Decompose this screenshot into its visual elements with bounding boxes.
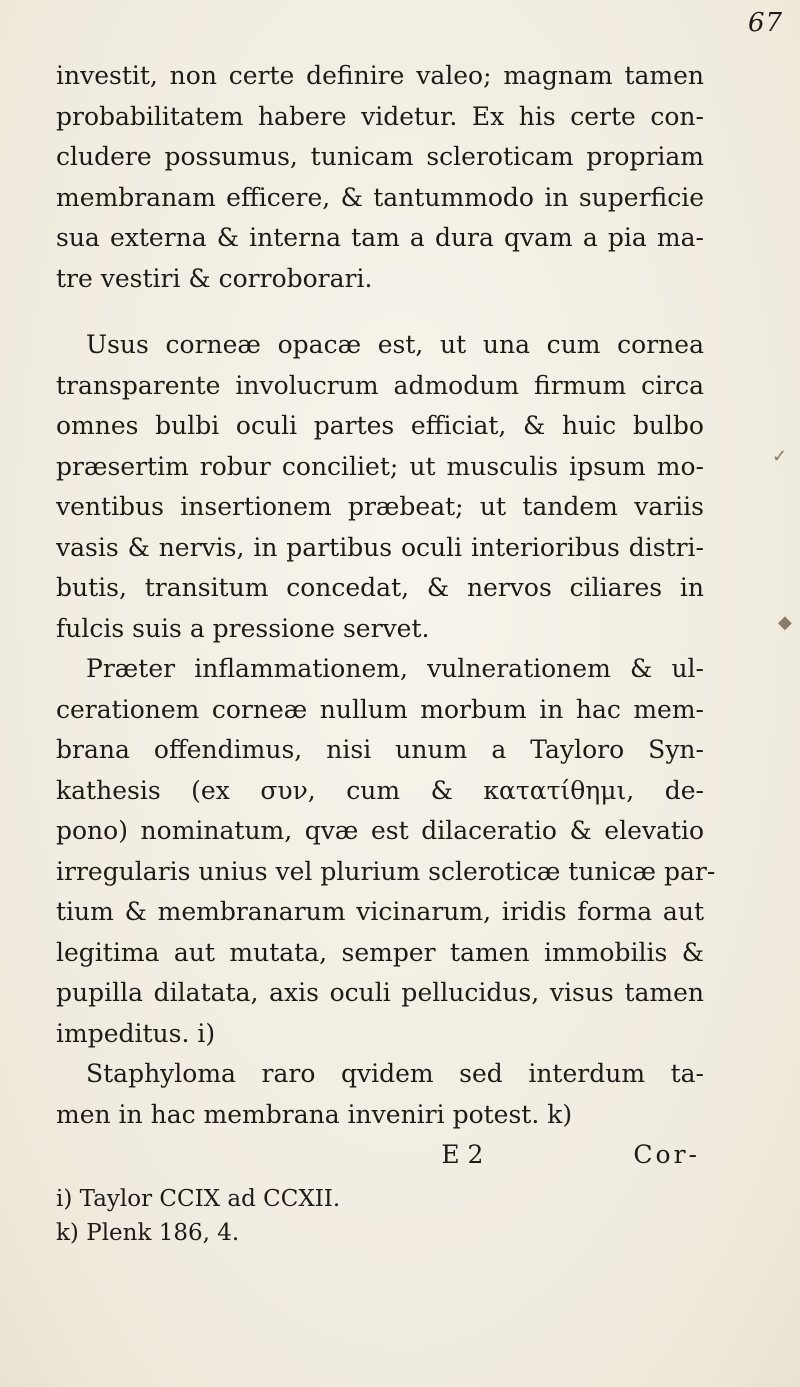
paragraph-4	[56, 1054, 704, 1135]
paragraph-3	[56, 649, 716, 1054]
text-line: transparente involucrum admodum firmum circa	[56, 370, 704, 400]
margin-specks: ✓	[772, 446, 788, 467]
text-line: tium & membranarum vicinarum, iridis forma aut	[56, 897, 704, 926]
signature-mark: E 2	[441, 1140, 484, 1169]
page-number: 67	[748, 8, 784, 38]
signature-line	[56, 1135, 704, 1176]
text-line: vasis & nervis, in partibus oculi interioribus distri-	[56, 532, 704, 562]
text-line: cerationem corneæ nullum morbum in hac mem-	[56, 694, 704, 724]
margin-specks: ◆	[778, 612, 792, 633]
text-line: probabilitatem habere videtur. Ex his certe con-	[56, 101, 704, 131]
text-line: impeditus. i)	[56, 1018, 216, 1048]
text-line: Præter inflammationem, vulnerationem & ul-	[86, 654, 704, 683]
text-line: fulcis suis a pressione servet.	[56, 613, 430, 643]
paragraph-gap	[56, 299, 704, 325]
text-line: kathesis (ex συν, cum & κατατίθημι, de-	[56, 775, 704, 805]
paragraph-2	[56, 325, 704, 649]
text-line: Staphyloma raro qvidem sed interdum ta-	[86, 1059, 704, 1088]
paragraph-1	[56, 56, 704, 299]
text-line: ventibus insertionem præbeat; ut tandem variis	[56, 492, 704, 521]
text-line: investit, non certe definire valeo; magnam tamen	[56, 61, 704, 90]
text-line: butis, transitum concedat, & nervos ciliares in	[56, 573, 704, 602]
text-line: pono) nominatum, qvæ est dilaceratio & elevatio	[56, 816, 704, 845]
text-line: legitima aut mutata, semper tamen immobilis &	[56, 937, 704, 967]
text-line: cludere possumus, tunicam scleroticam propriam	[56, 142, 704, 171]
footnote-k: k) Plenk 186, 4.	[56, 1219, 240, 1246]
footnotes	[56, 1182, 704, 1250]
catchword: Cor-	[633, 1140, 700, 1169]
text-line: men in hac membrana inveniri potest. k)	[56, 1099, 573, 1129]
body-text	[56, 56, 716, 1250]
text-line: præsertim robur conciliet; ut musculis ipsum mo-	[56, 451, 704, 481]
text-line: pupilla dilatata, axis oculi pellucidus, visus tamen	[56, 978, 704, 1007]
text-line: membranam efficere, & tantummodo in superficie	[56, 182, 704, 212]
text-line: brana offendimus, nisi unum a Tayloro Syn-	[56, 735, 704, 764]
text-line: irregularis unius vel plurium scleroticæ tunicæ par-	[56, 856, 716, 886]
text-line: omnes bulbi oculi partes efficiat, & huic bulbo	[56, 411, 704, 440]
text-line: sua externa & interna tam a dura qvam a pia ma-	[56, 223, 704, 252]
text-line: tre vestiri & corroborari.	[56, 263, 373, 293]
footnote-i: i) Taylor CCIX ad CCXII.	[56, 1185, 341, 1212]
text-line: Usus corneæ opacæ est, ut una cum cornea	[86, 330, 704, 359]
